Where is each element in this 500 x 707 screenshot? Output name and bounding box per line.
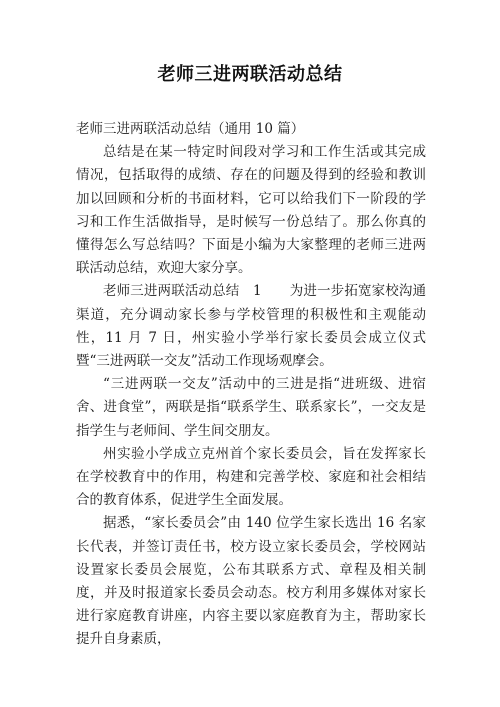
paragraph-intro: 总结是在某一特定时间段对学习和工作生活或其完成情况，包括取得的成绩、存在的问题及得到的经验和教训加以回顾和分析的书面材料，它可以给我们下一阶段的学习和工作生活做指导，是时候写一份总结了。那么你真的懂得怎么写总结吗？下面是小编为大家整理的老师三进两联活动总结，欢迎大家分享。 xyxy=(76,144,426,277)
document-title: 老师三进两联活动总结 xyxy=(157,64,343,85)
paragraph-committee-details: 据悉，“家长委员会”由 140 位学生家长选出 16 名家长代表，并签订责任书，校方设立家长委员会，学校网站设置家长委员会展览，公布其联系方式、章程及相关制度，并及时报道家长委员会动态。校方利用多媒体对家长进行家庭教育讲座，内容主要以家庭教育为主，帮助家长提升自身素质， xyxy=(76,515,426,648)
paragraph-section-1 xyxy=(76,280,426,373)
section-heading: 老师三进两联活动总结 1 xyxy=(103,283,262,300)
document-body xyxy=(76,118,426,652)
paragraph-activity-definition: “三进两联一交友”活动中的三进是指“进班级、进宿舍、进食堂”，两联是指“联系学生、联系家长”，一交友是指学生与老师间、学生间交朋友。 xyxy=(76,376,426,439)
paragraph-committee-founding: 州实验小学成立克州首个家长委员会，旨在发挥家长在学校教育中的作用，构建和完善学校、家庭和社会相结合的教育体系，促进学生全面发展。 xyxy=(76,445,426,509)
section-1-text: 为进一步拓宽家校沟通渠道，充分调动家长参与学校管理的积极性和主观能动性，11 月 7 日，州实验小学举行家长委员会成立仪式暨“三进两联一交友”活动工作现场观摩会。 xyxy=(76,283,427,370)
subtitle-line: 老师三进两联活动总结（通用 10 篇） xyxy=(76,121,305,137)
